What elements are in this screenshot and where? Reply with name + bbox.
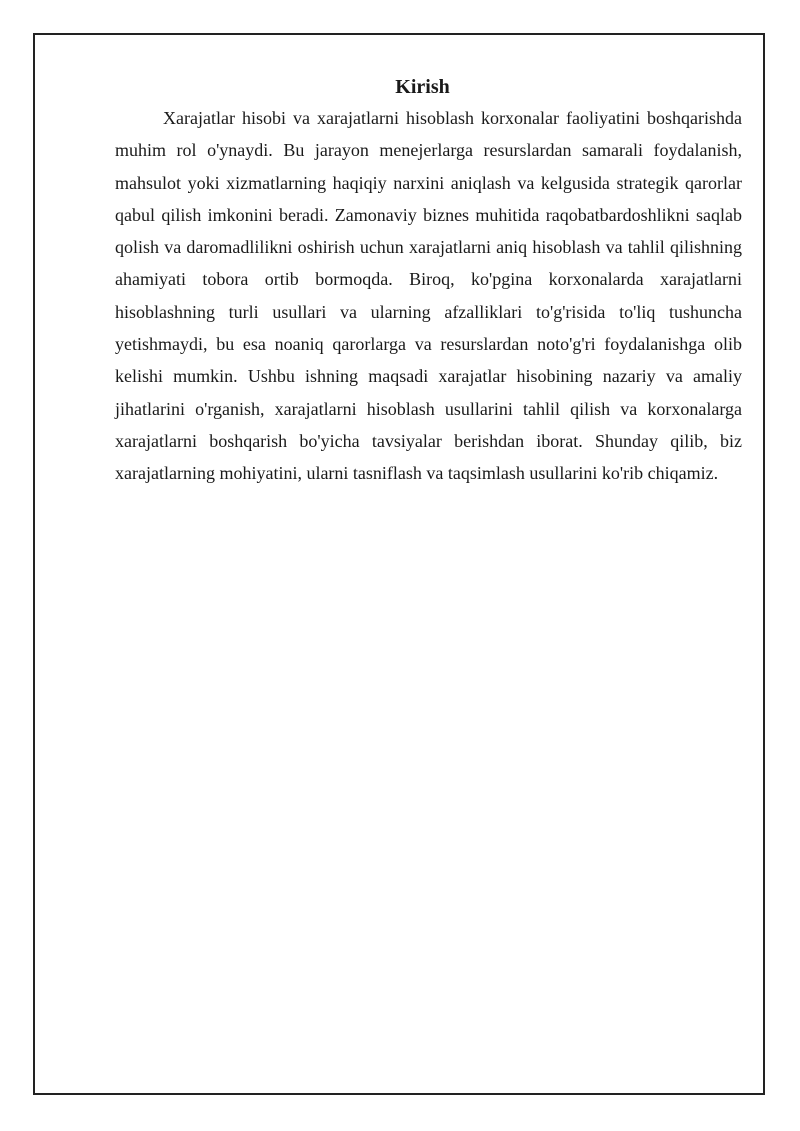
document-content — [115, 72, 742, 490]
section-title: Kirish — [395, 76, 450, 98]
intro-paragraph: Xarajatlar hisobi va xarajatlarni hisoblash korxonalar faoliyatini boshqarishda muhim rol o'ynaydi. Bu jarayon menejerlarga resurslardan samarali foydalanish, mahsulot yoki xizmatlarning haqiqiy narxini aniqlash va kelgusida strategik qarorlar qabul qilish imkonini beradi. Zamonaviy biznes muhitida raqobatbardoshlikni saqlab qolish va daromadlilikni oshirish uchun xarajatlarni aniq hisoblash va tahlil qilishning ahamiyati tobora ortib bormoqda. Biroq, ko'pgina korxonalarda xarajatlarni hisoblashning turli usullari va ularning afzalliklari to'g'risida to'liq tushuncha yetishmaydi, bu esa noaniq qarorlarga va resurslardan noto'g'ri foydalanishga olib kelishi mumkin. Ushbu ishning maqsadi xarajatlar hisobining nazariy va amaliy jihatlarini o'rganish, xarajatlarni hisoblash usullarini tahlil qilish va korxonalarga xarajatlarni boshqarish bo'yicha tavsiyalar berishdan iborat. Shunday qilib, biz xarajatlarning mohiyatini, ularni tasniflash va taqsimlash usullarini ko'rib chiqamiz. — [115, 108, 742, 484]
